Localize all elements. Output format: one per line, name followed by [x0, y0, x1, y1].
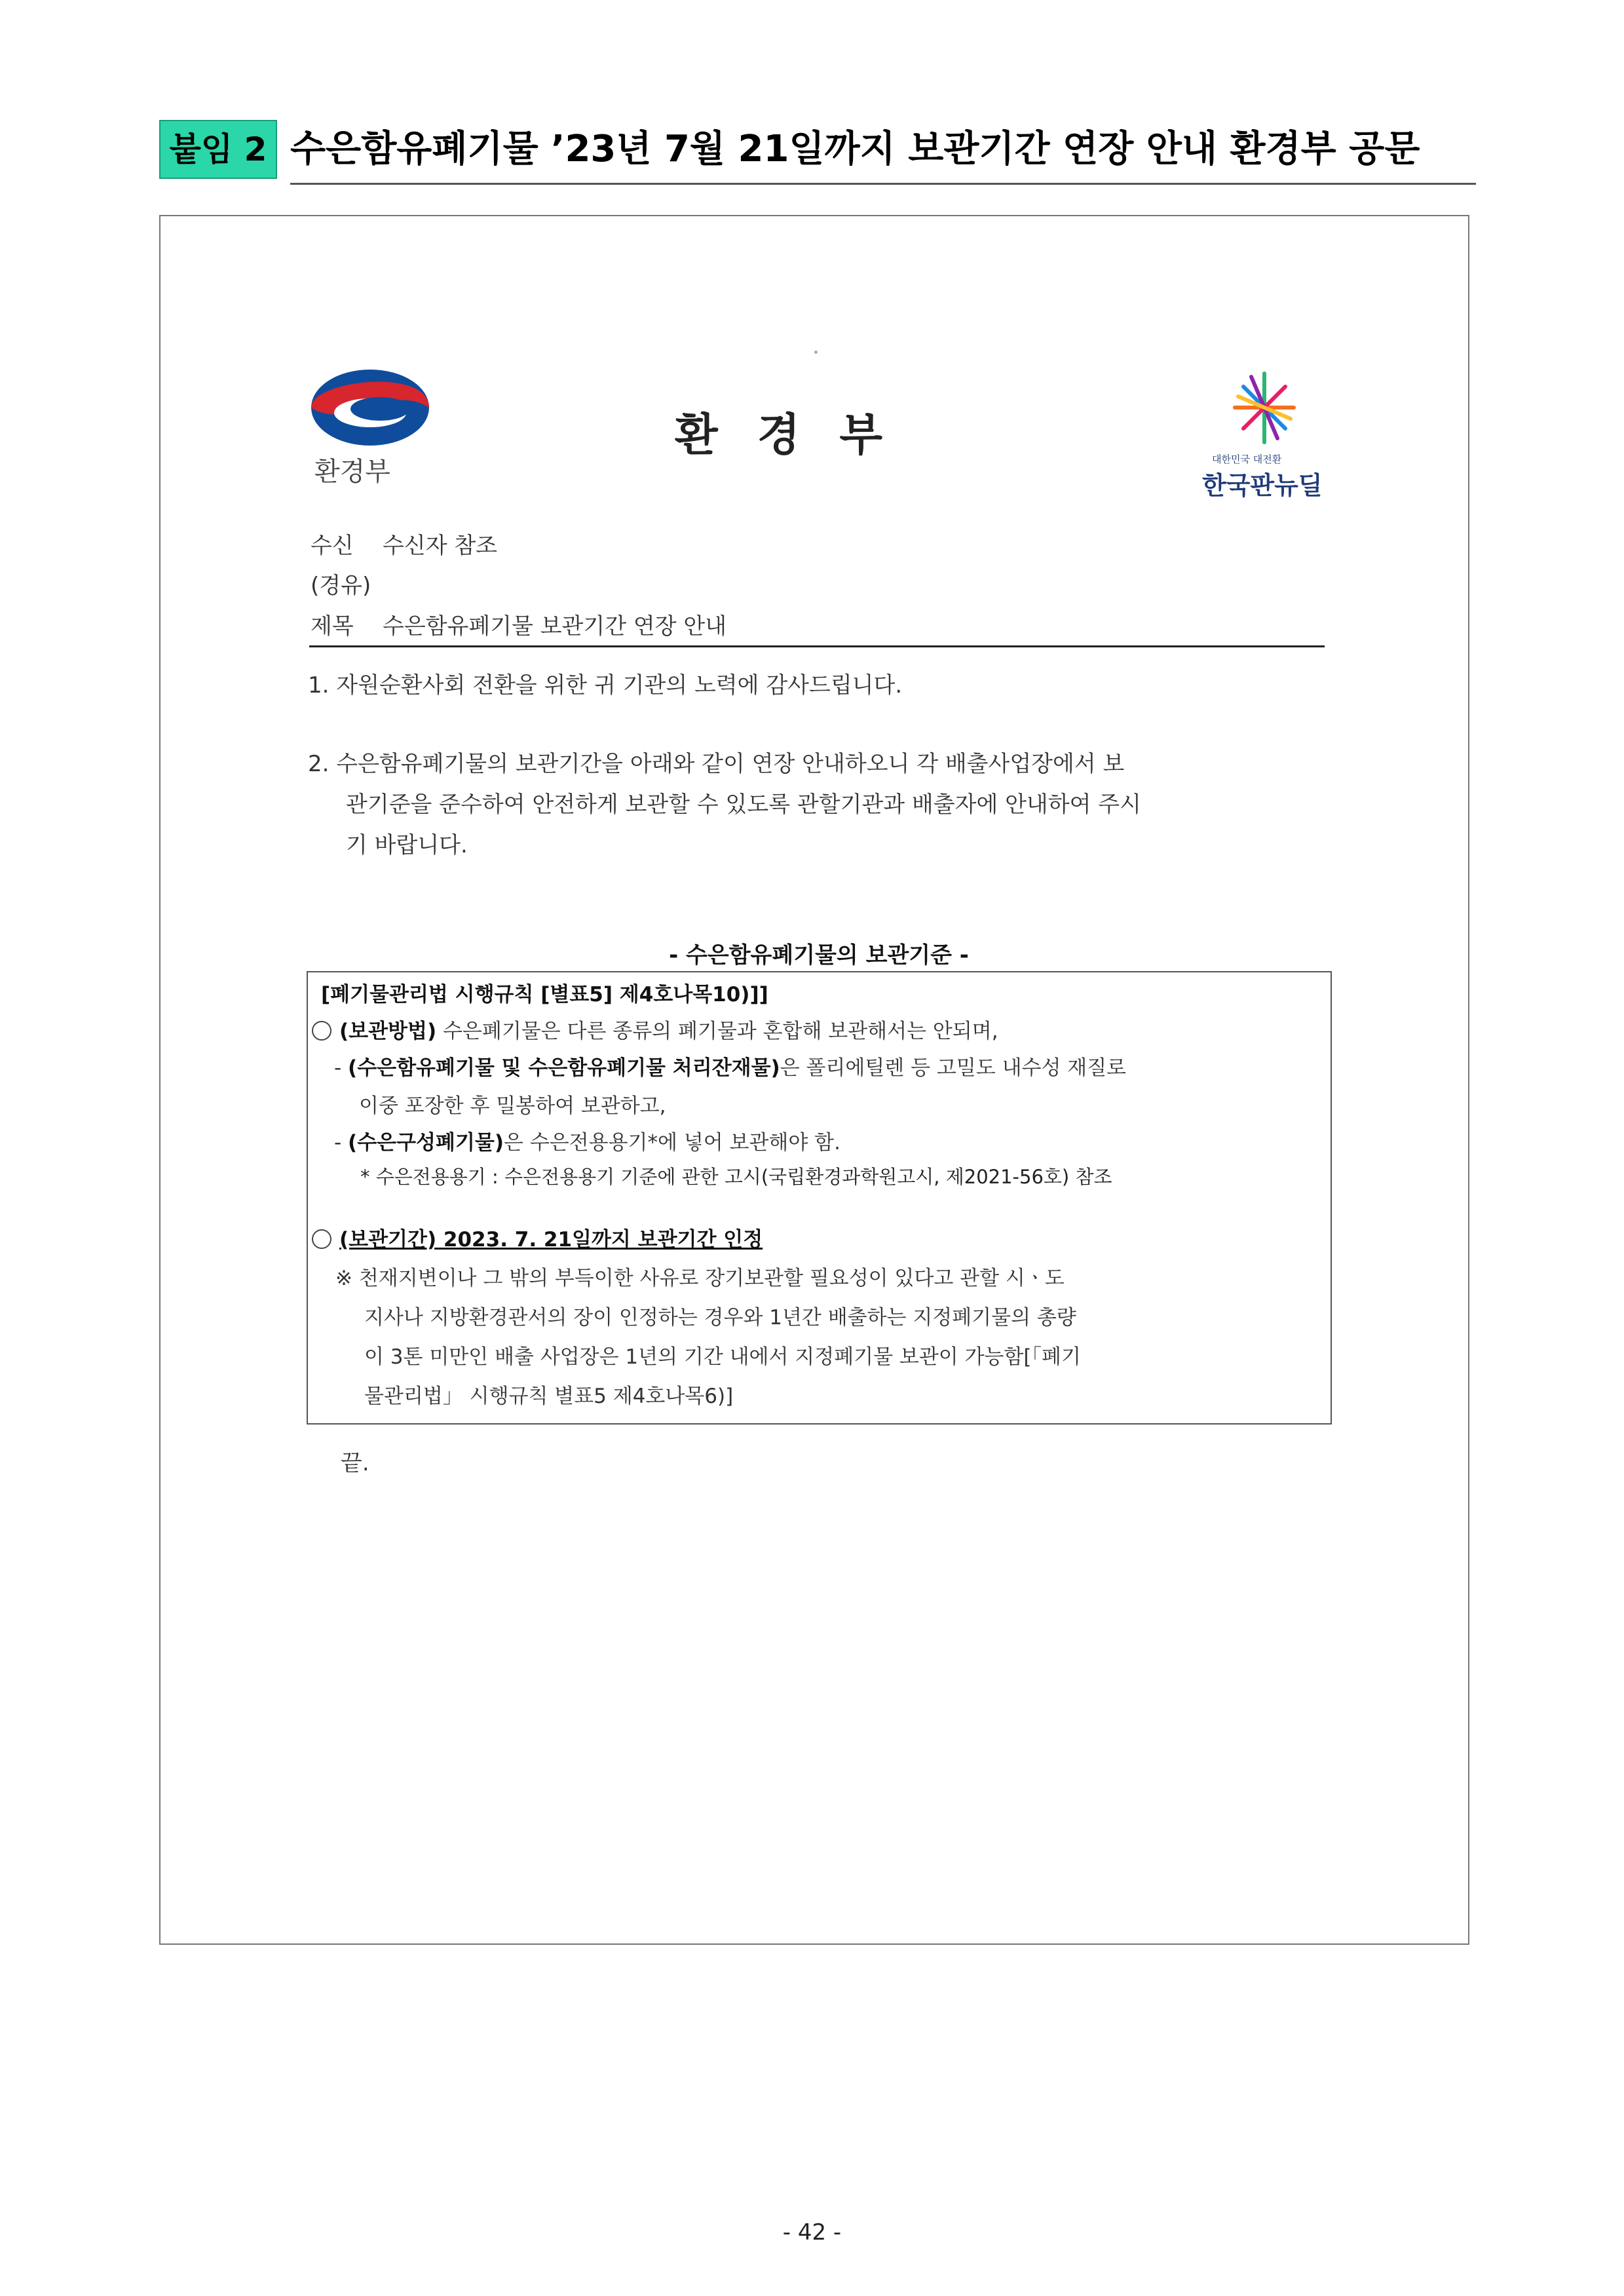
dash-1-prefix: -: [334, 1056, 349, 1080]
paragraph-1-text: 1. 자원순환사회 전환을 위한 귀 기관의 노력에 감사드립니다.: [308, 672, 903, 698]
paragraph-2-line-2: 관기준을 준수하여 안전하게 보관할 수 있도록 관할기관과 배출자에 안내하여 주시: [346, 792, 1141, 818]
method-text: 수은폐기물은 다른 종류의 폐기물과 혼합해 보관해서는 안되며,: [436, 1020, 998, 1043]
page-number: - 42 -: [782, 2219, 842, 2246]
paragraph-2-line-1: 2. 수은함유폐기물의 보관기간을 아래와 같이 연장 안내하오니 각 배출사업장에서 보: [308, 751, 1125, 777]
title-underline: [290, 183, 1476, 185]
section-title: 수은함유폐기물 ’23년 7월 21일까지 보관기간 연장 안내 환경부 공문: [290, 128, 1420, 170]
paragraph-2-line-3: 기 바랍니다.: [346, 832, 468, 858]
ministry-logo-caption: 환경부: [314, 457, 390, 487]
box-title: - 수은함유폐기물의 보관기준 -: [669, 942, 969, 968]
method-item: [312, 1014, 998, 1044]
subject-value: 수은함유폐기물 보관기간 연장 안내: [383, 613, 727, 640]
dash-item-1: [334, 1051, 1126, 1081]
dash-1-continuation: 이중 포장한 후 밀봉하여 보관하고,: [359, 1094, 666, 1118]
subject-label: 제목: [311, 613, 354, 640]
dash-item-2: [334, 1126, 840, 1155]
footnote: * 수은전용용기 : 수은전용용기 기준에 관한 고시(국립환경과학원고시, 제2021-56호) 참조: [360, 1166, 1112, 1188]
end-mark: 끝.: [341, 1450, 369, 1476]
subject-line: [311, 608, 727, 640]
dash-1-text: 은 폴리에틸렌 등 고밀도 내수성 재질로: [780, 1056, 1127, 1080]
recipient-label: 수신: [311, 533, 354, 559]
period-item: [312, 1223, 763, 1252]
attachment-badge: 붙임 2: [159, 120, 277, 179]
subject-rule: [309, 645, 1325, 647]
law-reference: [폐기물관리법 시행규칙 [별표5] 제4호나목10)]]: [321, 983, 768, 1006]
circle-bullet-icon: [312, 1229, 331, 1249]
newdeal-logo: [1199, 367, 1330, 500]
method-head: (보관방법): [339, 1020, 437, 1043]
paragraph-1: [308, 665, 1330, 706]
note-line-1: ※ 천재지변이나 그 밖의 부득이한 사유로 장기보관할 필요성이 있다고 관할 시ㆍ도: [335, 1267, 1065, 1290]
taegeuk-icon: [308, 367, 432, 449]
note-line-3: 이 3톤 미만인 배출 사업장은 1년의 기간 내에서 지정폐기물 보관이 가능함[「폐기: [364, 1345, 1081, 1369]
dash-2-prefix: -: [334, 1131, 349, 1155]
note-line-2: 지사나 지방환경관서의 장이 인정하는 경우와 1년간 배출하는 지정폐기물의 총량: [364, 1306, 1076, 1330]
note-line-4: 물관리법」 시행규칙 별표5 제4호나목6)]: [364, 1385, 734, 1408]
recipient-value: 수신자 참조: [383, 533, 498, 559]
ministry-logo: [308, 367, 432, 491]
newdeal-star-icon: [1199, 367, 1330, 449]
paragraph-2: [308, 744, 1330, 866]
newdeal-subtitle: 대한민국 대전환: [1212, 453, 1282, 465]
org-name: 환경부: [675, 410, 922, 461]
circle-bullet-icon: [312, 1021, 331, 1041]
dash-2-bold: (수은구성폐기물): [348, 1131, 504, 1155]
section-header: [159, 120, 1476, 182]
newdeal-title: 한국판뉴딜: [1202, 471, 1323, 500]
via-line: (경유): [311, 573, 371, 599]
recipient-line: [311, 527, 497, 560]
scan-speck: [814, 351, 818, 354]
dash-1-bold: (수은함유폐기물 및 수은함유폐기물 처리잔재물): [348, 1056, 780, 1080]
period-head: (보관기간) 2023. 7. 21일까지 보관기간 인정: [339, 1228, 763, 1252]
dash-2-text: 은 수은전용용기*에 넣어 보관해야 함.: [504, 1131, 840, 1155]
